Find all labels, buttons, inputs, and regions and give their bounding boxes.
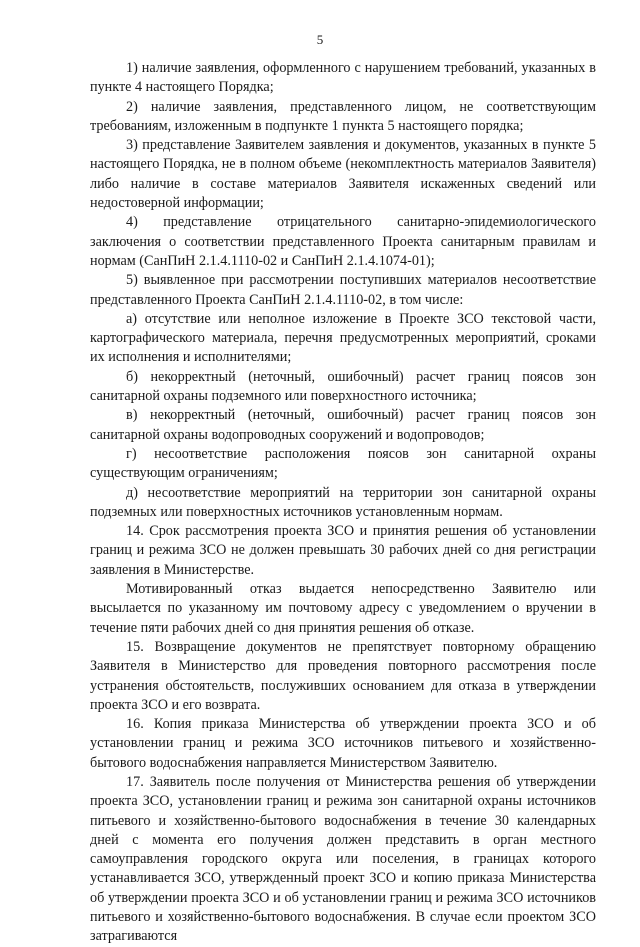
document-body — [90, 59, 596, 947]
sub-item-v: в) некорректный (неточный, ошибочный) расчет границ поясов зон санитарной охраны водопроводных сооружений и водопроводов; — [90, 407, 596, 443]
clause-16: 16. Копия приказа Министерства об утверждении проекта ЗСО и об установлении границ и режима ЗСО источников питьевого и хозяйственно-бытового водоснабжения направляется Министерством Заявителю. — [90, 716, 596, 771]
sub-item-g: г) несоответствие расположения поясов зон санитарной охраны существующим ограничениям; — [90, 445, 596, 482]
list-item-5: 5) выявленное при рассмотрении поступивших материалов несоответствие представленного Проекта СанПиН 2.1.4.1110-02, в том числе: — [90, 272, 596, 308]
list-item-2: 2) наличие заявления, представленного лицом, не соответствующим требованиям, изложенным в подпункте 1 пункта 5 настоящего порядка; — [90, 98, 596, 134]
clause-14: 14. Срок рассмотрения проекта ЗСО и принятия решения об установлении границ и режима ЗСО не должен превышать 30 рабочих дней со дня регистрации заявления в Министерстве. — [90, 523, 596, 578]
page-number: 5 — [316, 32, 324, 47]
clause-15: 15. Возвращение документов не препятствует повторному обращению Заявителя в Министерство для проведения повторного рассмотрения после устранения обстоятельств, послуживших основанием для отказа в утверждении проекта ЗСО и его возврата. — [90, 638, 596, 713]
sub-item-a: а) отсутствие или неполное изложение в Проекте ЗСО текстовой части, картографического материала, перечня предусмотренных мероприятий, сроками их исполнения и исполнителями; — [90, 310, 596, 366]
list-item-4: 4) представление отрицательного санитарно-эпидемиологического заключения о соответствии представленного Проекта санитарным правилам и нормам (СанПиН 2.1.4.1110-02 и СанПиН 2.1.4.1074-01); — [90, 214, 596, 269]
list-item-1: 1) наличие заявления, оформленного с нарушением требований, указанных в пункте 4 настоящего Порядка; — [90, 60, 596, 96]
sub-item-d: д) несоответствие мероприятий на территории зон санитарной охраны подземных или поверхностных источников установленным нормам. — [90, 484, 596, 520]
sub-item-b: б) некорректный (неточный, ошибочный) расчет границ поясов зон санитарной охраны подземного или поверхностного источника; — [90, 368, 596, 405]
clause-17: 17. Заявитель после получения от Министерства решения об утверждении проекта ЗСО, установлении границ и режима зон санитарной охраны источников питьевого и хозяйственно-бытового водоснабжения в течение 30 календарных дней с момента его получения должен представить в орган местного самоуправления городского округа или поселения, в границах которого устанавливается ЗСО, утвержденный проект ЗСО и копию приказа Министерства об утверждении проекта ЗСО и об установлении границ и режима ЗСО источников питьевого и хозяйственно-бытового водоснабжения. В случае если проектом ЗСО затрагиваются — [90, 773, 596, 945]
list-item-3: 3) представление Заявителем заявления и документов, указанных в пункте 5 настоящего Порядка, не в полном объеме (некомплектность материалов Заявителя) либо наличие в составе материалов Заявителя искаженных сведений или недостоверной информации; — [90, 137, 596, 212]
refusal-paragraph: Мотивированный отказ выдается непосредственно Заявителю или высылается по указанному им почтовому адресу с уведомлением о вручении в течение пяти рабочих дней со дня принятия решения об отказе. — [90, 581, 596, 636]
